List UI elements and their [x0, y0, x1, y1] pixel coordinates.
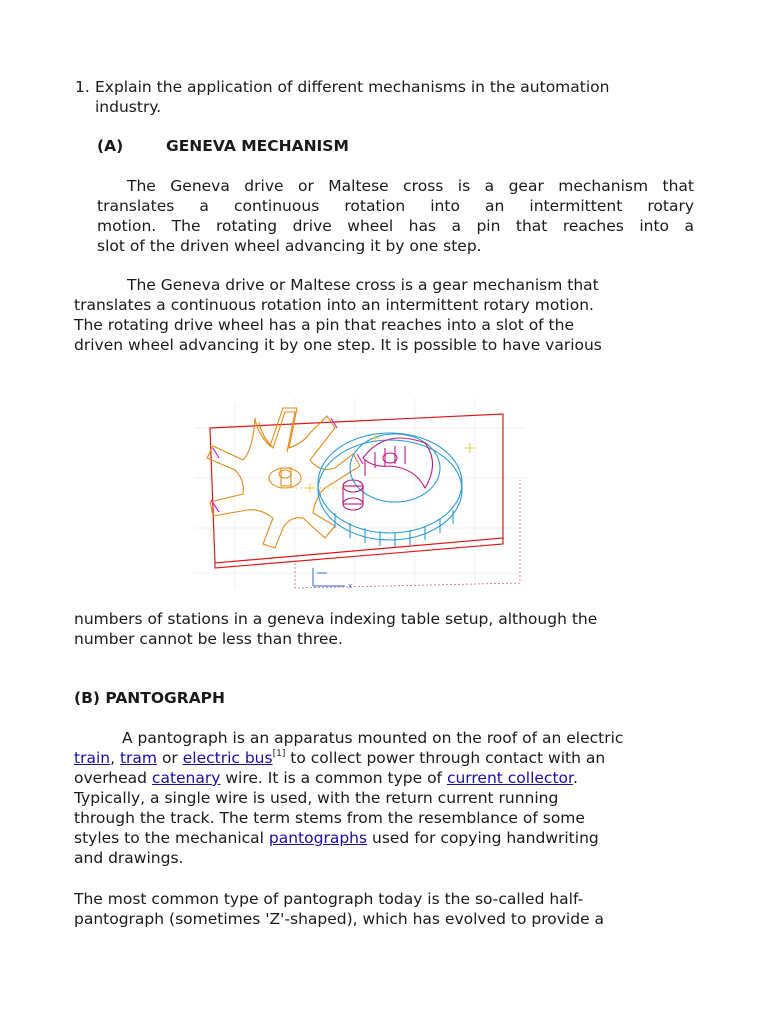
pantograph-p2-line: The most common type of pantograph today is the so-called half-: [74, 890, 584, 908]
section-a-title: GENEVA MECHANISM: [166, 137, 349, 155]
geneva-p2-line: The Geneva drive or Maltese cross is a gear mechanism that: [127, 276, 599, 294]
drive-pin: [343, 480, 363, 510]
pantograph-p1-line: and drawings.: [74, 849, 184, 867]
pantograph-p2-line: pantograph (sometimes 'Z'-shaped), which has evolved to provide a: [74, 910, 605, 928]
line-rest: to collect power through contact with an: [285, 749, 606, 767]
electric-bus-link[interactable]: electric bus: [182, 749, 273, 767]
axis-x-label: x: [348, 582, 353, 590]
geneva-p1-line: The Geneva drive or Maltese cross is a gear mechanism that: [127, 177, 694, 195]
catenary-link[interactable]: catenary: [151, 769, 221, 787]
base-plate: [210, 414, 503, 568]
geneva-p1-line: translates a continuous rotation into an intermittent rotary: [97, 197, 694, 215]
construction-marks: [280, 433, 475, 493]
pantograph-p1-line-links: [74, 748, 605, 768]
text-fragment: overhead: [74, 769, 152, 787]
geneva-p1-line: motion. The rotating drive wheel has a pin that reaches into a: [97, 217, 694, 235]
pantograph-p1-line: Typically, a single wire is used, with the return current running: [74, 789, 559, 807]
question-text-line2: industry.: [95, 98, 162, 116]
text-fragment: wire. It is a common type of: [220, 769, 447, 787]
geneva-p2-line: driven wheel advancing it by one step. It is possible to have various: [74, 336, 602, 354]
link-separator: or: [157, 749, 183, 767]
section-b-title: (B) PANTOGRAPH: [74, 689, 226, 707]
pantograph-p1-line-catenary: [74, 768, 578, 788]
pantographs-link[interactable]: pantographs: [268, 829, 368, 847]
tram-link[interactable]: tram: [119, 749, 158, 767]
pantograph-p1-line: A pantograph is an apparatus mounted on the roof of an electric: [122, 729, 624, 747]
geneva-p2-line: translates a continuous rotation into an intermittent rotary motion.: [74, 296, 594, 314]
slot-ends: [211, 418, 363, 512]
geneva-paragraph-1: [97, 176, 694, 256]
citation-1[interactable]: [1]: [272, 748, 286, 759]
geneva-p2-line: The rotating drive wheel has a pin that reaches into a slot of the: [74, 316, 574, 334]
text-fragment: .: [572, 769, 578, 787]
pantograph-p1-line-pantographs: [74, 828, 599, 848]
section-a-label: (A): [97, 137, 124, 155]
geneva-p3-line: numbers of stations in a geneva indexing table setup, although the: [74, 610, 598, 628]
train-link[interactable]: train: [74, 749, 111, 767]
pantograph-p1-line: through the track. The term stems from the resemblance of some: [74, 809, 585, 827]
text-fragment: used for copying handwriting: [367, 829, 599, 847]
axis-indicator: [313, 568, 345, 586]
geneva-p3-line: number cannot be less than three.: [74, 630, 343, 648]
current-collector-link[interactable]: current collector: [446, 769, 573, 787]
link-separator: ,: [110, 749, 120, 767]
question-text-line1: Explain the application of different mechanisms in the automation: [95, 78, 610, 96]
drive-wheel: [318, 433, 462, 547]
question-number: 1.: [75, 78, 90, 96]
geneva-p1-line: slot of the driven wheel advancing it by one step.: [97, 237, 482, 255]
geneva-mechanism-figure: [185, 388, 530, 593]
text-fragment: styles to the mechanical: [74, 829, 269, 847]
